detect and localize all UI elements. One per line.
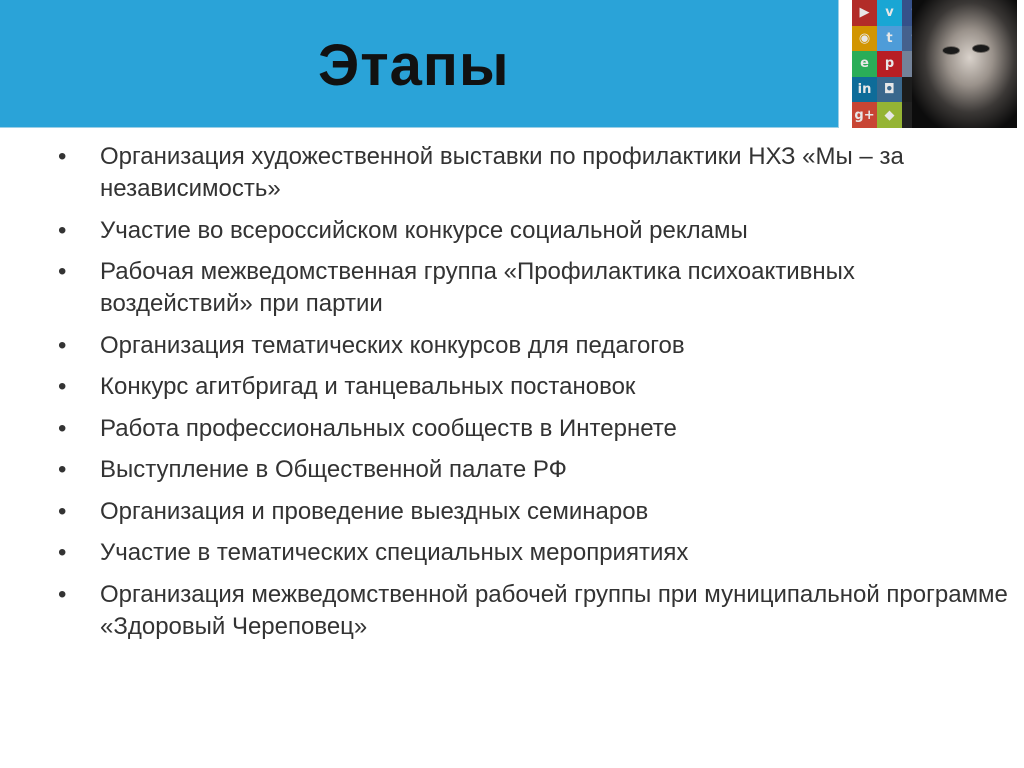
list-item [58, 496, 1008, 528]
list-item-text: Конкурс агитбригад и танцевальных постановок [100, 373, 636, 400]
list-item [58, 454, 1008, 486]
list-item-text: Организация и проведение выездных семинаров [100, 497, 649, 525]
bullet-icon: • [58, 216, 67, 244]
instagram-icon: ◘ [877, 77, 902, 103]
social-media-image [852, 0, 1017, 128]
list-item [58, 413, 1008, 445]
evernote-icon: e [852, 51, 877, 77]
bullet-icon: • [58, 456, 67, 483]
list-item [58, 330, 1008, 362]
list-item [58, 215, 1008, 247]
list-item-text: Организация художественной выставки по профилактики НХЗ «Мы – за независимость» [100, 143, 904, 202]
bullet-icon: • [58, 331, 67, 359]
bullet-icon: • [58, 373, 67, 400]
vimeo-icon: v [877, 0, 902, 26]
linkedin-icon: in [852, 77, 877, 103]
bullet-icon: • [58, 143, 67, 170]
slide-title: Этапы [318, 33, 510, 98]
list-item [58, 141, 1008, 205]
list-item-text: Рабочая межведомственная группа «Профилактика психоактивных воздействий» при партии [100, 258, 855, 317]
child-face-photo [912, 0, 1017, 128]
youtube-icon: ▶ [852, 0, 877, 26]
eye-right [972, 44, 990, 53]
google-plus-icon: g+ [852, 102, 877, 128]
bullet-icon: • [58, 539, 67, 566]
list-item [58, 537, 1008, 569]
pinterest-icon: p [877, 51, 902, 77]
list-item-text: Организация межведомственной рабочей группы при муниципальной программе «Здоровый Череповец» [100, 580, 1008, 640]
list-item-text: Организация тематических конкурсов для педагогов [100, 331, 685, 359]
bullet-icon: • [58, 580, 67, 608]
eye-left [942, 46, 960, 55]
twitter-icon: t [877, 26, 902, 52]
list-item [58, 579, 1008, 643]
list-item-text: Выступление в Общественной палате РФ [100, 456, 567, 483]
android-icon: ◆ [877, 102, 902, 128]
rss-icon: ◉ [852, 26, 877, 52]
list-item-text: Участие во всероссийском конкурсе социальной рекламы [100, 216, 748, 244]
list-item [58, 256, 1008, 320]
stages-list [58, 141, 1008, 652]
bullet-icon: • [58, 258, 67, 285]
bullet-icon: • [58, 497, 67, 525]
list-item-text: Работа профессиональных сообществ в Интернете [100, 414, 677, 442]
bullet-icon: • [58, 414, 67, 442]
list-item-text: Участие в тематических специальных мероприятиях [100, 539, 689, 566]
list-item [58, 371, 1008, 403]
